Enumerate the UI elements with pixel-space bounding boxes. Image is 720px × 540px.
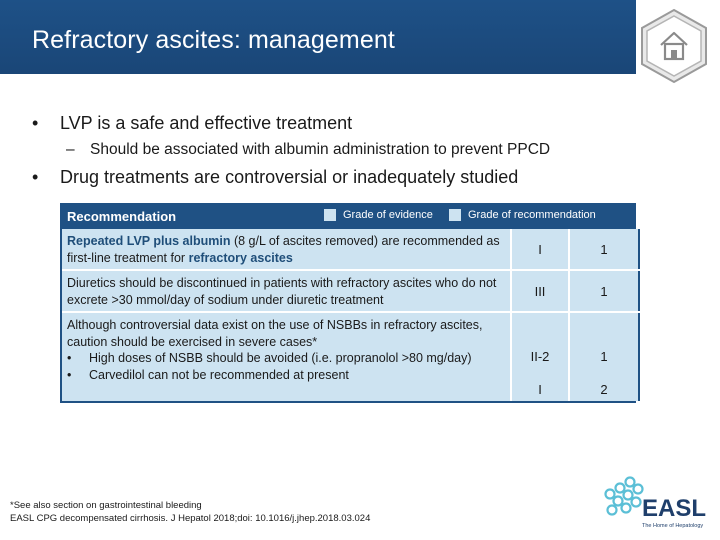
bullet-marker: • (32, 113, 39, 133)
recommendation-text (60, 229, 510, 269)
logo-tagline: The Home of Hepatology (642, 523, 704, 529)
body-text: Although controversial data exist on the use of NSBBs in refractory ascites, caution should be exercised in severe cases* (67, 318, 483, 349)
list-item-text: Carvedilol can not be recommended at present (89, 367, 349, 382)
body-text: (8 g/L of ascites removed) are recommended as first-line treatment for (67, 234, 500, 265)
highlight-text: refractory ascites (188, 250, 293, 265)
evidence-cell (510, 271, 568, 311)
home-icon[interactable] (636, 8, 712, 84)
list-bullet: • (67, 367, 72, 382)
recommendation-text (60, 271, 510, 311)
table-row (60, 229, 636, 271)
evidence-legend-swatch (324, 209, 336, 221)
list-bullet: • (67, 351, 72, 365)
body-text: Diuretics should be discontinued in patients with refractory ascites who do not excrete >30 mmol/day of sodium under diuretic treatment (67, 276, 497, 307)
recommendation-legend-label: Grade of recommendation (468, 209, 596, 221)
logo-text: EASL (642, 495, 707, 522)
footnote-line: *See also section on gastrointestinal bleeding (10, 500, 202, 511)
recommendation-cell (568, 271, 640, 311)
page-title: Refractory ascites: management (32, 26, 395, 54)
recommendation-legend-swatch (449, 209, 461, 221)
recommendation-text (60, 313, 510, 401)
highlight-text: Repeated LVP plus albumin (67, 234, 231, 248)
bullet-marker: • (32, 167, 39, 187)
evidence-grade: I (538, 242, 542, 257)
table-header (60, 203, 636, 229)
table-left-border (60, 229, 62, 403)
recommendation-grade: 1 (600, 242, 608, 257)
evidence-cell (510, 229, 568, 269)
list-item-text: High doses of NSBB should be avoided (i.e. propranolol >80 mg/day) (89, 351, 472, 365)
list-item (67, 367, 503, 384)
recommendation-cell (568, 313, 640, 401)
table-header-label: Recommendation (67, 209, 177, 224)
bullet-text: LVP is a safe and effective treatment (60, 113, 353, 133)
sub-bullet-text: Should be associated with albumin administration to prevent PPCD (90, 141, 551, 158)
evidence-grade: III (534, 284, 546, 299)
easl-logo (600, 470, 714, 532)
table-row (60, 271, 636, 313)
evidence-cell (510, 313, 568, 401)
evidence-legend-label: Grade of evidence (343, 209, 433, 221)
recommendation-cell (568, 229, 640, 269)
bullet-text: Drug treatments are controversial or inadequately studied (60, 167, 519, 187)
sub-bullet-marker: – (66, 141, 75, 158)
recommendation-grade: 2 (600, 382, 608, 397)
table-row (60, 313, 636, 401)
evidence-grade: I (538, 382, 542, 397)
footnote (10, 499, 370, 525)
recommendation-grade: 1 (600, 349, 608, 364)
table-bottom-border (60, 401, 636, 403)
evidence-grade: II-2 (530, 349, 550, 364)
title-bar (0, 0, 636, 74)
list-item (67, 350, 503, 367)
citation-line: EASL CPG decompensated cirrhosis. J Hepatol 2018;doi: 10.1016/j.jhep.2018.03.024 (10, 513, 371, 524)
recommendation-grade: 1 (600, 284, 608, 299)
